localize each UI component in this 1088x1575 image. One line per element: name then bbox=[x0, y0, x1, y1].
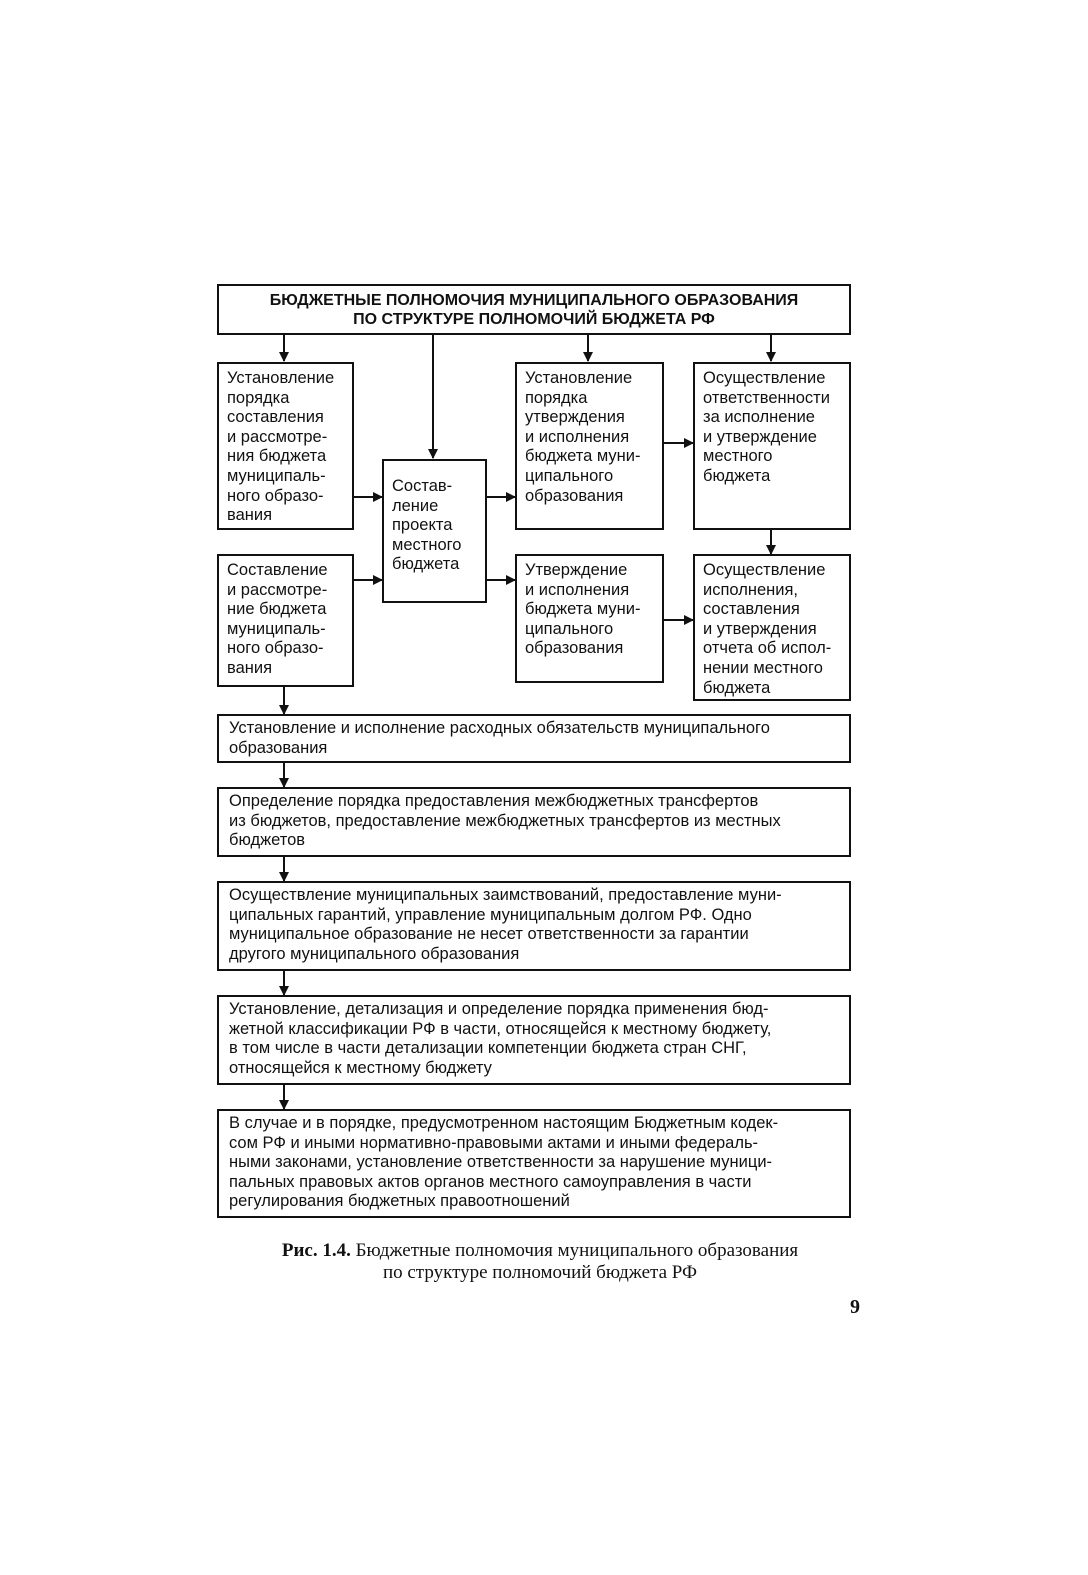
caption-label: Рис. 1.4. bbox=[281, 1240, 351, 1261]
row-box-4: Установление, детализация и определение порядка применения бюд- жетной классификации РФ в части, относящейся к местному бюджету, в том числе в части детализации компетенции бюджета стран СНГ, относящейся к местному бюджету bbox=[217, 995, 851, 1085]
row-box-3: Осуществление муниципальных заимствований, предоставление муни- ципальных гарантий, управление муниципальным долгом РФ. Одно муниципальное образование не несет ответственности за гарантии другого муниципального образования bbox=[217, 881, 851, 971]
figure-caption bbox=[200, 1240, 880, 1284]
row-box-5: В случае и в порядке, предусмотренном настоящим Бюджетным кодек- сом РФ и иными нормативно-правовыми актами и иными федераль- ными законами, установление ответственности за нарушение муници- пальных правовых актов органов местного самоуправления в части регулирования бюджетных правоотношений bbox=[217, 1109, 851, 1218]
box-mid-top: Установление порядка утверждения и исполнения бюджета муни- ципального образования bbox=[515, 362, 664, 530]
caption-line-2: по структуре полномочий бюджета РФ bbox=[382, 1262, 698, 1283]
box-right-top: Осуществление ответственности за исполнение и утверждение местного бюджета bbox=[693, 362, 851, 530]
row-box-2: Определение порядка предоставления межбюджетных трансфертов из бюджетов, предоставление межбюджетных трансфертов из местных бюджетов bbox=[217, 787, 851, 857]
caption-line-1: Бюджетные полномочия муниципального образования bbox=[355, 1240, 799, 1261]
box-mid-bottom: Утверждение и исполнения бюджета муни- ципального образования bbox=[515, 554, 664, 683]
row-box-1: Установление и исполнение расходных обязательств муниципального образования bbox=[217, 714, 851, 763]
page-number: 9 bbox=[850, 1296, 860, 1318]
box-center: Состав- ление проекта местного бюджета bbox=[382, 459, 487, 603]
box-left-top: Установление порядка составления и рассмотре- ния бюджета муниципаль- ного образо- вания bbox=[217, 362, 354, 530]
diagram-title-box: БЮДЖЕТНЫЕ ПОЛНОМОЧИЯ МУНИЦИПАЛЬНОГО ОБРАЗОВАНИЯ ПО СТРУКТУРЕ ПОЛНОМОЧИЙ БЮДЖЕТА РФ bbox=[217, 284, 851, 335]
box-right-bottom: Осуществление исполнения, составления и утверждения отчета об испол- нении местного бюджета bbox=[693, 554, 851, 701]
box-left-bottom: Составление и рассмотре- ние бюджета муниципаль- ного образо- вания bbox=[217, 554, 354, 687]
